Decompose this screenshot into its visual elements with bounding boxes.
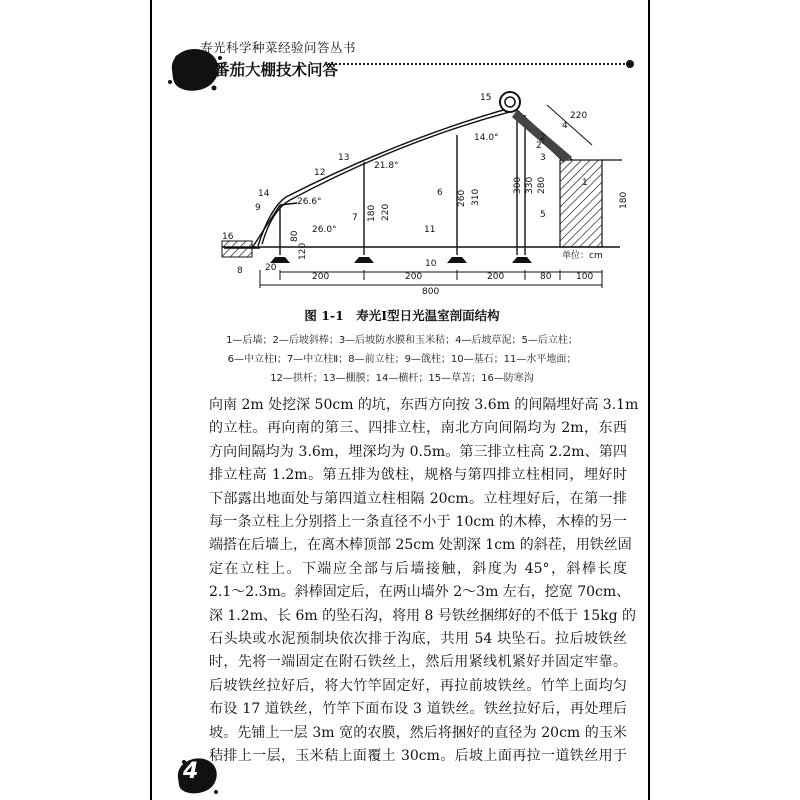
svg-text:220: 220 — [570, 111, 588, 121]
body-text — [209, 394, 639, 769]
body-line: 坡。先铺上一层 3m 宽的农膜，然后将捆好的直径为 20cm 的玉米 — [209, 724, 627, 741]
straw-mat-roll — [500, 92, 520, 112]
svg-text:9: 9 — [255, 203, 261, 213]
svg-text:6: 6 — [437, 188, 443, 198]
body-line: 深 1.2m、长 6m 的坠石沟，将用 8 号铁丝捆绑好的不低于 15kg 的 — [209, 607, 637, 624]
svg-text:260: 260 — [457, 189, 467, 207]
cold-trench — [222, 241, 252, 257]
body-line: 后坡铁丝拉好后，将大竹竿固定好，再拉前坡铁丝。竹竿上面均匀 — [209, 677, 627, 694]
svg-text:2: 2 — [540, 133, 546, 143]
svg-text:200: 200 — [312, 272, 330, 282]
svg-text:330: 330 — [525, 176, 535, 194]
page-number: 4 — [183, 759, 199, 784]
body-line: 方向间隔均为 3.6m，埋深均为 0.5m。第三排立柱高 2.2m、第四 — [209, 443, 627, 460]
header-rule-dot — [626, 60, 634, 68]
svg-text:5: 5 — [540, 210, 546, 220]
svg-text:26.0°: 26.0° — [312, 225, 337, 235]
header-dotted-rule — [328, 63, 628, 65]
back-wall — [560, 160, 602, 247]
figure-legend-line: 12—拱杆；13—棚膜；14—横杆；15—草苫；16—防寒沟 — [270, 373, 534, 384]
figure-legend-line: 1—后墙；2—后坡斜棒；3—后坡防水膜和玉米秸；4—后坡草泥；5—后立柱； — [226, 335, 578, 346]
svg-text:80: 80 — [540, 272, 552, 282]
svg-text:310: 310 — [471, 188, 481, 206]
svg-text:800: 800 — [422, 287, 440, 297]
body-line: 布设 17 道铁丝，竹竿下面布设 3 道铁丝。铁丝拉好后，再处理后 — [209, 701, 627, 718]
svg-text:7: 7 — [352, 213, 358, 223]
body-line: 秸排上一层，玉米秸上面覆土 30cm。后坡上面再拉一道铁丝用于 — [209, 748, 627, 765]
svg-text:16: 16 — [222, 232, 234, 242]
arch-pole — [262, 110, 517, 244]
body-line: 下部露出地面处与第四道立柱相隔 20cm。立柱埋好后，在第一排 — [209, 490, 627, 507]
svg-text:220: 220 — [381, 203, 391, 221]
svg-text:12: 12 — [314, 168, 326, 178]
body-line: 定在立柱上。下端应全部与后墙接触，斜度为 45°，斜棒长度 — [209, 560, 627, 577]
svg-text:120: 120 — [298, 242, 308, 260]
svg-text:180: 180 — [619, 191, 629, 209]
svg-text:单位：cm: 单位：cm — [562, 251, 603, 261]
body-line: 向南 2m 处挖深 50cm 的坑，东西方向按 3.6m 的间隔埋好高 3.1m — [209, 397, 639, 413]
svg-text:10: 10 — [425, 259, 437, 269]
svg-text:280: 280 — [537, 176, 547, 194]
series-title: 寿光科学种菜经验问答丛书 — [200, 40, 357, 55]
svg-text:11: 11 — [424, 225, 436, 235]
body-line: 2.1～2.3m。斜棒固定后，在两山墙外 2～3m 左右，挖宽 70cm、 — [209, 584, 631, 601]
body-line: 排立柱高 1.2m。第五排为戗柱，规格与第四排立柱相同，埋好时 — [209, 467, 627, 484]
svg-text:21.8°: 21.8° — [374, 161, 399, 171]
body-line: 每一条立柱上分别搭上一条直径不小于 10cm 的木棒，木棒的另一 — [209, 514, 627, 531]
svg-text:100: 100 — [576, 272, 594, 282]
body-line: 石头块或水泥预制块依次排于沟底，共用 54 块坠石。拉后坡铁丝 — [209, 631, 627, 648]
svg-text:8: 8 — [237, 266, 243, 276]
book-page — [150, 0, 650, 800]
body-line: 的立柱。再向南的第三、四排立柱，南北方向间隔均为 2m，东西 — [209, 420, 627, 437]
figure-caption: 图 1-1 寿光Ⅰ型日光温室剖面结构 — [304, 308, 500, 323]
svg-text:15: 15 — [480, 93, 492, 103]
svg-text:180: 180 — [367, 204, 377, 222]
body-line: 端搭在后墙上，在离木棒顶部 25cm 处割深 1cm 的斜茬，用铁丝固 — [209, 537, 632, 554]
greenhouse-cross-section-diagram — [152, 80, 652, 300]
svg-text:80: 80 — [290, 230, 300, 242]
figure-legend-line: 6—中立柱Ⅰ；7—中立柱Ⅱ；8—前立柱；9—戗柱；10—基石；11—水平地面； — [227, 354, 577, 365]
svg-text:20: 20 — [265, 263, 277, 273]
body-line: 时，先将一端固定在附石铁丝上，然后用紧线机紧好并固定牢靠。 — [209, 654, 627, 671]
film-line — [258, 107, 514, 246]
svg-text:14: 14 — [258, 189, 270, 199]
svg-text:200: 200 — [405, 272, 423, 282]
svg-text:300: 300 — [513, 176, 523, 194]
book-title: 番茄大棚技术问答 — [214, 61, 339, 79]
svg-text:1: 1 — [582, 178, 588, 188]
svg-text:13: 13 — [338, 153, 350, 163]
svg-text:4: 4 — [562, 121, 568, 131]
svg-text:2': 2' — [536, 141, 545, 151]
svg-text:3: 3 — [540, 153, 546, 163]
svg-text:200: 200 — [487, 272, 505, 282]
svg-text:26.6°: 26.6° — [297, 197, 322, 207]
svg-text:14.0°: 14.0° — [474, 133, 499, 143]
